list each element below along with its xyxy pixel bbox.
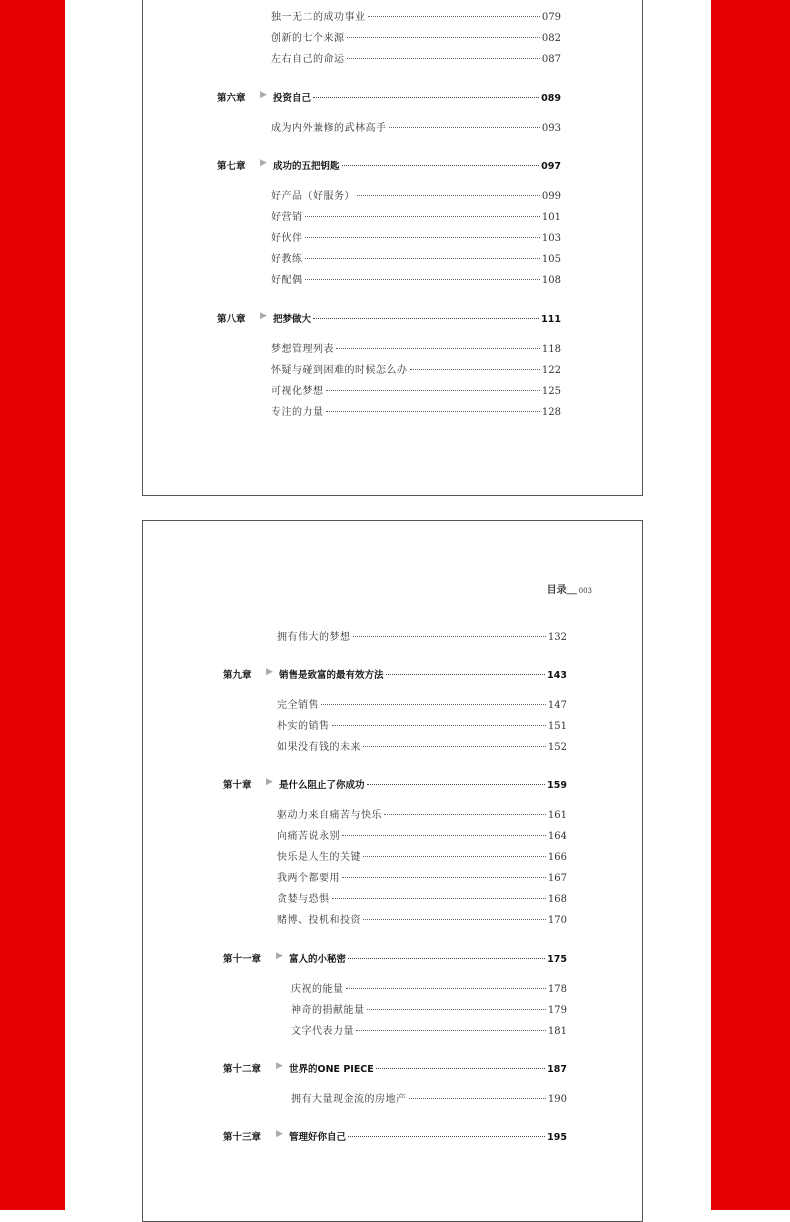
right-red-band [711, 0, 790, 1210]
section-title: 驱动力来自痛苦与快乐 [277, 810, 382, 821]
section-page: 082 [541, 33, 561, 44]
chapter-page: 097 [541, 161, 561, 172]
toc-section-row[interactable] [277, 848, 567, 863]
toc-page-1 [142, 0, 643, 496]
section-page: 190 [547, 1094, 567, 1105]
chapter-arrow-icon: ▶ [260, 311, 267, 321]
section-title: 怀疑与碰到困难的时候怎么办 [271, 365, 408, 376]
section-title: 好营销 [271, 212, 303, 223]
toc-section-row[interactable] [291, 980, 567, 995]
chapter-title: 投资自己 [273, 93, 312, 104]
section-page: 147 [547, 700, 567, 711]
leader-dots [342, 877, 546, 878]
chapter-arrow-icon: ▶ [260, 90, 267, 100]
leader-dots [348, 958, 545, 959]
leader-dots [363, 856, 546, 857]
toc-chapter-row[interactable] [143, 777, 642, 791]
toc-section-row[interactable] [277, 717, 567, 732]
chapter-title: 销售是致富的最有效方法 [279, 670, 384, 681]
leader-dots [410, 369, 540, 370]
section-page: 178 [547, 984, 567, 995]
section-page: 151 [547, 721, 567, 732]
toc-chapter-row[interactable] [143, 1061, 642, 1075]
chapter-page: 111 [541, 314, 561, 325]
leader-dots [386, 674, 546, 675]
leader-dots [353, 636, 546, 637]
toc-section-row[interactable] [271, 403, 561, 418]
section-page: 079 [541, 12, 561, 23]
toc-page-2 [142, 520, 643, 1222]
section-title: 文字代表力量 [291, 1026, 354, 1037]
section-page: 167 [547, 873, 567, 884]
toc-section-row[interactable] [277, 628, 567, 643]
chapter-page: 089 [541, 93, 561, 104]
section-title: 拥有大量现金流的房地产 [291, 1094, 407, 1105]
left-red-band [0, 0, 65, 1210]
page-header [547, 581, 592, 596]
leader-dots [356, 1030, 546, 1031]
section-page: 099 [541, 191, 561, 202]
leader-dots [321, 704, 546, 705]
section-title: 拥有伟大的梦想 [277, 632, 351, 643]
leader-dots [342, 835, 546, 836]
toc-section-row[interactable] [277, 696, 567, 711]
leader-dots [305, 216, 540, 217]
section-page: 152 [547, 742, 567, 753]
leader-dots [313, 97, 539, 98]
chapter-page: 195 [547, 1132, 567, 1143]
leader-dots [305, 258, 540, 259]
section-title: 向痛苦说永别 [277, 831, 340, 842]
toc-chapter-row[interactable] [143, 667, 642, 681]
toc-chapter-row[interactable] [143, 1129, 642, 1143]
leader-dots [332, 898, 546, 899]
chapter-title: 成功的五把钥匙 [273, 161, 340, 172]
section-title: 我两个都要用 [277, 873, 340, 884]
leader-dots [326, 390, 540, 391]
chapter-arrow-icon: ▶ [276, 1061, 283, 1071]
leader-dots [347, 58, 540, 59]
header-page-number: 003 [578, 587, 592, 595]
toc-section-row[interactable] [271, 29, 561, 44]
section-title: 好教练 [271, 254, 303, 265]
leader-dots [305, 237, 540, 238]
chapter-title: 管理好你自己 [289, 1132, 347, 1143]
toc-section-row[interactable] [271, 250, 561, 265]
section-title: 好产品（好服务） [271, 191, 355, 202]
chapter-label: 第九章 [223, 670, 252, 681]
chapter-label: 第八章 [217, 314, 246, 325]
toc-section-row[interactable] [271, 229, 561, 244]
section-title: 左右自己的命运 [271, 54, 345, 65]
leader-dots [347, 37, 540, 38]
section-title: 快乐是人生的关键 [277, 852, 361, 863]
section-title: 梦想管理列表 [271, 344, 334, 355]
toc-chapter-row[interactable] [143, 158, 642, 172]
chapter-page: 175 [547, 954, 567, 965]
toc-section-row[interactable] [271, 50, 561, 65]
leader-dots [346, 988, 546, 989]
toc-section-row[interactable] [277, 869, 567, 884]
section-page: 170 [547, 915, 567, 926]
chapter-arrow-icon: ▶ [260, 158, 267, 168]
toc-section-row[interactable] [291, 1090, 567, 1105]
section-title: 独一无二的成功事业 [271, 12, 366, 23]
section-title: 贪婪与恐惧 [277, 894, 330, 905]
toc-chapter-row[interactable] [143, 90, 642, 104]
leader-dots [384, 814, 546, 815]
chapter-label: 第十三章 [223, 1132, 262, 1143]
header-title: 目录＿ [546, 585, 577, 596]
chapter-label: 第十章 [223, 780, 252, 791]
section-title: 庆祝的能量 [291, 984, 344, 995]
leader-dots [389, 127, 540, 128]
chapter-title: 是什么阻止了你成功 [279, 780, 365, 791]
toc-section-row[interactable] [277, 827, 567, 842]
chapter-label: 第七章 [217, 161, 246, 172]
chapter-arrow-icon: ▶ [266, 777, 273, 787]
leader-dots [336, 348, 540, 349]
section-page: 118 [541, 344, 561, 355]
toc-section-row[interactable] [271, 382, 561, 397]
leader-dots [326, 411, 540, 412]
section-title: 创新的七个来源 [271, 33, 345, 44]
leader-dots [348, 1136, 545, 1137]
section-page: 087 [541, 54, 561, 65]
section-page: 101 [541, 212, 561, 223]
chapter-title: 世界的ONE PIECE [289, 1064, 374, 1075]
toc-section-row[interactable] [277, 806, 567, 821]
section-page: 168 [547, 894, 567, 905]
section-title: 好伙伴 [271, 233, 303, 244]
section-title: 赌博、投机和投资 [277, 915, 361, 926]
toc-section-row[interactable] [271, 8, 561, 23]
section-title: 专注的力量 [271, 407, 324, 418]
toc-section-row[interactable] [271, 361, 561, 376]
section-page: 164 [547, 831, 567, 842]
toc-section-row[interactable] [277, 738, 567, 753]
toc-section-row[interactable] [291, 1001, 567, 1016]
toc-chapter-row[interactable] [143, 311, 642, 325]
leader-dots [313, 318, 539, 319]
chapter-arrow-icon: ▶ [276, 951, 283, 961]
section-page: 161 [547, 810, 567, 821]
section-page: 181 [547, 1026, 567, 1037]
toc-section-row[interactable] [271, 187, 561, 202]
leader-dots [363, 919, 546, 920]
section-title: 神奇的捐献能量 [291, 1005, 365, 1016]
toc-section-row[interactable] [291, 1022, 567, 1037]
section-title: 完全销售 [277, 700, 319, 711]
section-title: 朴实的销售 [277, 721, 330, 732]
leader-dots [367, 784, 546, 785]
section-page: 128 [541, 407, 561, 418]
chapter-title: 富人的小秘密 [289, 954, 347, 965]
section-page: 093 [541, 123, 561, 134]
section-page: 108 [541, 275, 561, 286]
section-page: 122 [541, 365, 561, 376]
chapter-page: 143 [547, 670, 567, 681]
leader-dots [368, 16, 540, 17]
toc-chapter-row[interactable] [143, 951, 642, 965]
chapter-title: 把梦做大 [273, 314, 312, 325]
section-page: 105 [541, 254, 561, 265]
section-title: 好配偶 [271, 275, 303, 286]
chapter-label: 第十二章 [223, 1064, 262, 1075]
leader-dots [367, 1009, 546, 1010]
section-title: 如果没有钱的未来 [277, 742, 361, 753]
section-title: 可视化梦想 [271, 386, 324, 397]
leader-dots [357, 195, 540, 196]
chapter-page: 159 [547, 780, 567, 791]
toc-section-row[interactable] [271, 119, 561, 134]
toc-section-row[interactable] [277, 890, 567, 905]
section-page: 132 [547, 632, 567, 643]
section-page: 103 [541, 233, 561, 244]
section-page: 179 [547, 1005, 567, 1016]
toc-section-row[interactable] [271, 340, 561, 355]
chapter-label: 第六章 [217, 93, 246, 104]
chapter-arrow-icon: ▶ [276, 1129, 283, 1139]
section-title: 成为内外兼修的武林高手 [271, 123, 387, 134]
leader-dots [332, 725, 546, 726]
leader-dots [342, 165, 540, 166]
leader-dots [305, 279, 540, 280]
chapter-label: 第十一章 [223, 954, 262, 965]
leader-dots [376, 1068, 545, 1069]
leader-dots [409, 1098, 546, 1099]
leader-dots [363, 746, 546, 747]
section-page: 166 [547, 852, 567, 863]
toc-section-row[interactable] [271, 271, 561, 286]
toc-section-row[interactable] [271, 208, 561, 223]
section-page: 125 [541, 386, 561, 397]
toc-section-row[interactable] [277, 911, 567, 926]
chapter-arrow-icon: ▶ [266, 667, 273, 677]
chapter-page: 187 [547, 1064, 567, 1075]
